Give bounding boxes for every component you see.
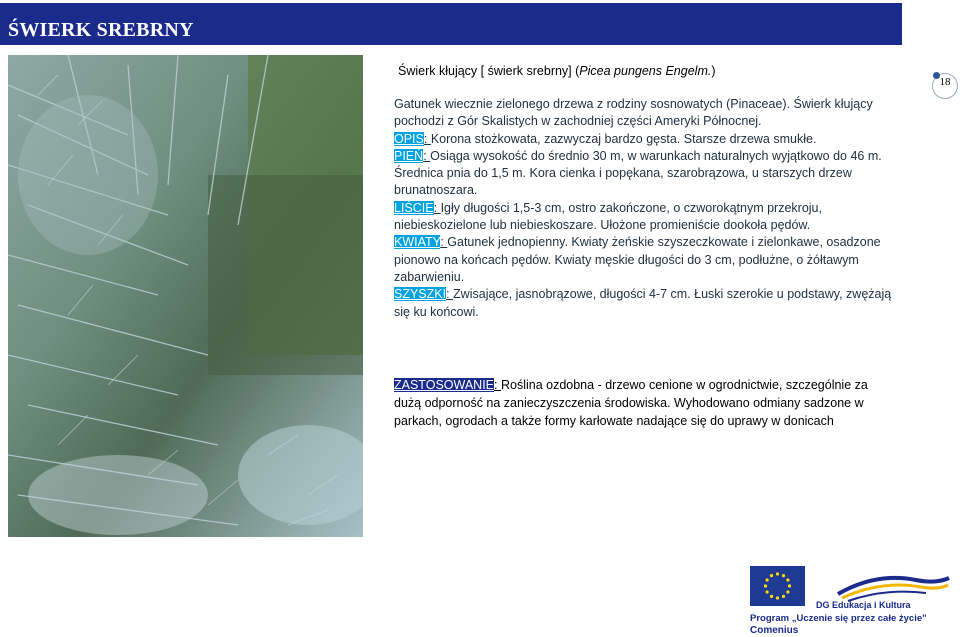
comenius-text: Comenius bbox=[750, 625, 799, 636]
subtitle-close: ) bbox=[711, 64, 716, 78]
szyszki-sep: : bbox=[446, 287, 454, 302]
pien-sep: : bbox=[423, 148, 431, 163]
kwiaty-text: Gatunek jednopienny. Kwiaty żeńskie szyszeczkowate i zielonkawe, osadzone pionowo na końcach pędów. Kwiaty męskie długości do 3 cm, podłużne, o żółtawym zabarwieniu. bbox=[394, 235, 881, 284]
page-number: 18 bbox=[939, 76, 951, 88]
pien-label: PIEŃ bbox=[394, 148, 424, 163]
intro-text: Gatunek wiecznie zielonego drzewa z rodziny sosnowatych (Pinaceae). Świerk kłujący pochodzi z Gór Skalistych w zachodniej części Ameryki Północnej. bbox=[394, 97, 873, 129]
program-text: Program „Uczenie się przez całe życie" bbox=[750, 613, 927, 624]
liscie-label: LIŚCIE bbox=[394, 200, 434, 215]
szyszki-label: SZYSZKI bbox=[394, 287, 447, 302]
usage-text bbox=[394, 376, 884, 430]
liscie-sep: : bbox=[433, 200, 441, 215]
eu-flag-icon bbox=[750, 566, 805, 606]
kwiaty-sep: : bbox=[440, 235, 448, 250]
pien-text: Osiąga wysokość do średnio 30 m, w warunkach naturalnych wyjątkowo do 46 m. Średnica pnia do 1,5 m. Kora cienka i popękana, szarobrązowa, u starszych drzew brunatnoszara. bbox=[394, 148, 882, 198]
description-text bbox=[394, 96, 894, 321]
opis-text: Korona stożkowata, zazwyczaj bardzo gęsta. Starsze drzewa smukłe. bbox=[430, 131, 817, 146]
usage-label: ZASTOSOWANIE bbox=[394, 378, 495, 392]
szyszki-text: Zwisające, jasnobrązowe, długości 4-7 cm. Łuski szerokie u podstawy, zwężają się ku końcowi. bbox=[394, 287, 892, 319]
species-name: Świerk kłujący [ świerk srebrny] ( bbox=[398, 64, 580, 78]
kwiaty-label: KWIATY bbox=[394, 235, 441, 250]
latin-name: Picea pungens Engelm. bbox=[579, 64, 712, 78]
usage-body: Roślina ozdobna - drzewo cenione w ogrodnictwie, szczególnie za dużą odporność na zanieczyszczenia środowiska. Wyhodowano odmiany sadzone w parkach, ogrodach a także formy karłowate nadające się do uprawy w donicach bbox=[394, 378, 868, 428]
opis-label: OPIS bbox=[394, 131, 424, 146]
title-bar bbox=[0, 3, 902, 45]
page-title: ŚWIERK SREBRNY bbox=[8, 19, 194, 41]
dg-education-text: DG Edukacja i Kultura bbox=[816, 600, 911, 610]
opis-sep: : bbox=[423, 131, 431, 146]
liscie-text: Igły długości 1,5-3 cm, ostro zakończone, o czworokątnym przekroju, niebieskozielone lub niebieskoszare. Ułożone promieniście dookoła pędów. bbox=[394, 200, 822, 233]
usage-sep: : bbox=[494, 378, 501, 392]
logos-footer bbox=[750, 566, 955, 636]
spruce-photo bbox=[8, 55, 363, 537]
species-subtitle bbox=[398, 64, 716, 78]
lifelong-learning-logo-icon bbox=[836, 570, 951, 602]
